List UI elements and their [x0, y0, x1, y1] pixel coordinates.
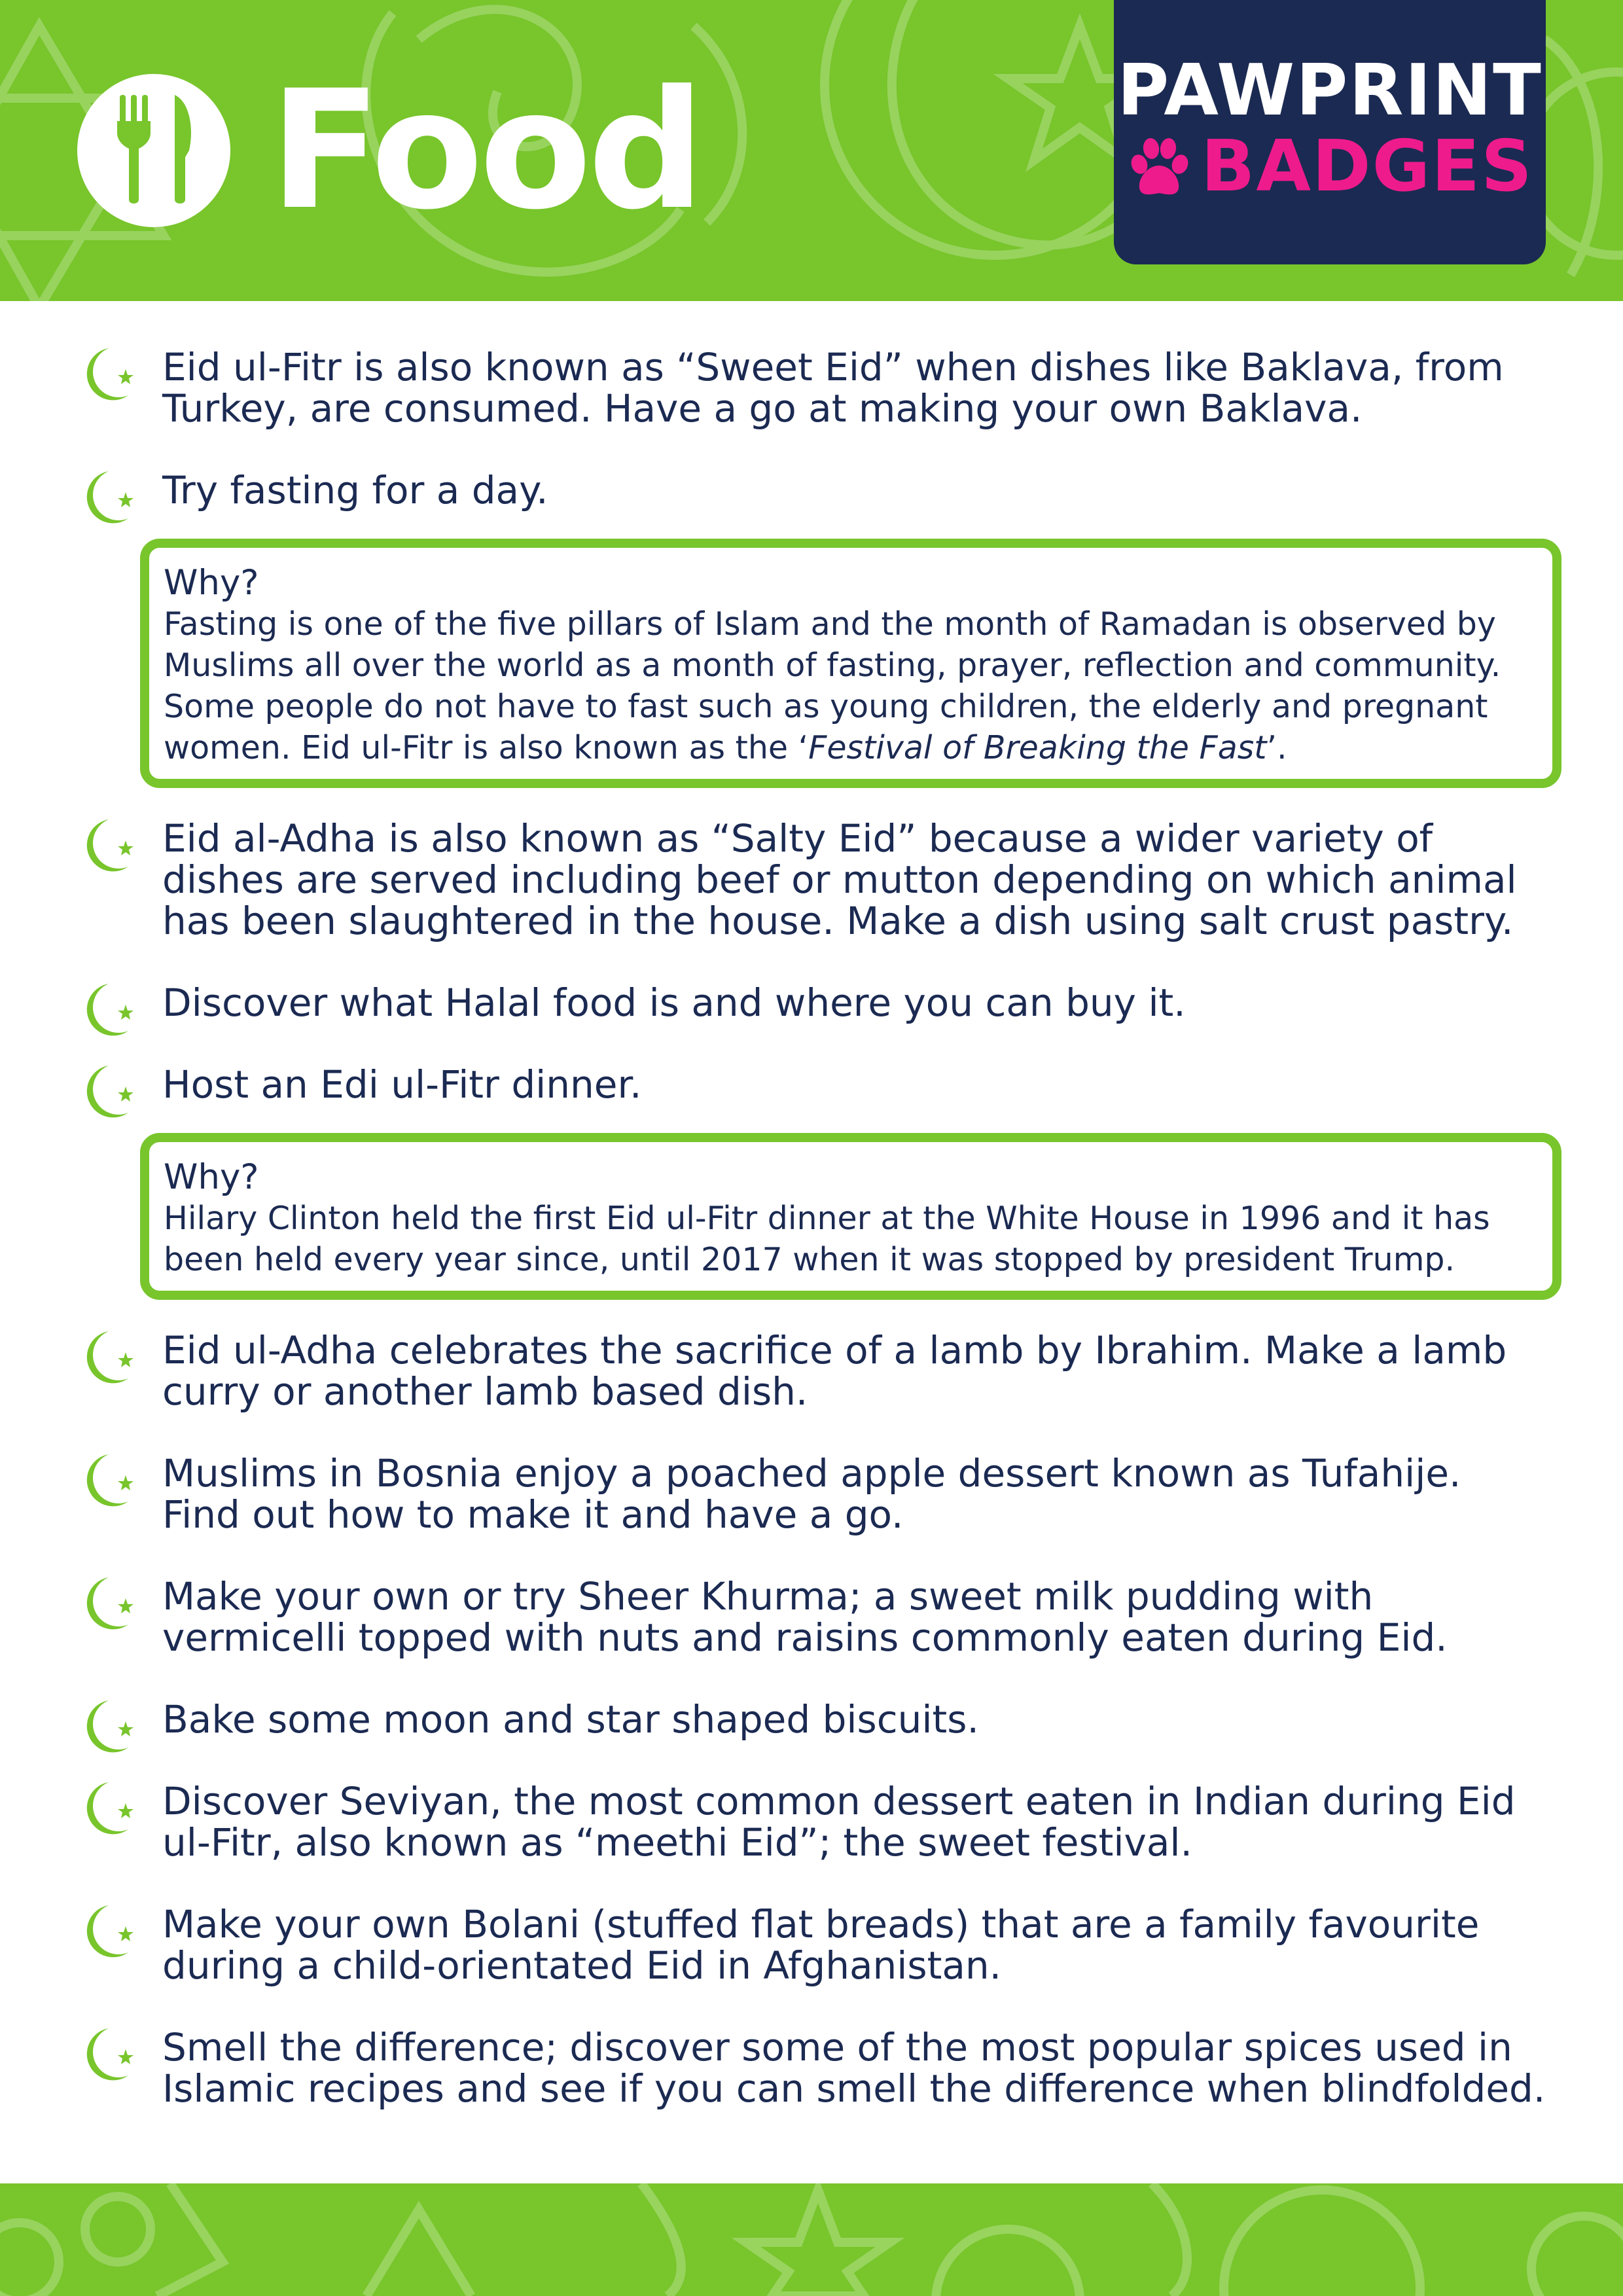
crescent-star-icon: [77, 1327, 140, 1390]
list-item: [77, 1330, 1550, 1412]
item-text: Bake some moon and star shaped biscuits.: [162, 1697, 979, 1742]
why-box: [140, 539, 1561, 788]
item-text: Eid al-Adha is also known as “Salty Eid” because a wider variety of dishes are served including beef or mutton depending on which animal has been slaughtered in the house. Make a dish using salt crust pastry.: [162, 816, 1517, 943]
list-item: [77, 1064, 1550, 1105]
item-text: Eid ul-Adha celebrates the sacrifice of a lamb by Ibrahim. Make a lamb curry or another lamb based dish.: [162, 1328, 1507, 1414]
item-text: Make your own Bolani (stuffed flat breads) that are a family favourite during a child-orientated Eid in Afghanistan.: [162, 1902, 1480, 1988]
item-text: Eid ul-Fitr is also known as “Sweet Eid” when dishes like Baklava, from Turkey, are consumed. Have a go at making your own Baklava.: [162, 345, 1504, 431]
brand-line-1: PAWPRINT: [1117, 50, 1543, 132]
list-item: [77, 1576, 1550, 1659]
list-item: [77, 1904, 1550, 1986]
crescent-star-icon: [77, 1450, 140, 1513]
crescent-star-icon: [77, 344, 140, 407]
list-item: [77, 2027, 1550, 2109]
why-body: Hilary Clinton held the first Eid ul-Fitr dinner at the White House in 1996 and it has been held every year since, until 2017 when it was stopped by president Trump.: [164, 1200, 1490, 1278]
page-heading: [77, 55, 702, 245]
item-text: Discover what Halal food is and where you can buy it.: [162, 980, 1186, 1025]
item-text: Try fasting for a day.: [162, 468, 548, 512]
decorative-pattern: [0, 2183, 1623, 2296]
crescent-star-icon: [77, 1778, 140, 1841]
footer-banner: [0, 2183, 1623, 2296]
list-item: [77, 347, 1550, 429]
paw-icon: [1126, 135, 1192, 198]
item-text: Host an Edi ul-Fitr dinner.: [162, 1062, 642, 1107]
crescent-star-icon: [77, 1696, 140, 1759]
why-box: [140, 1133, 1561, 1300]
crescent-star-icon: [77, 467, 140, 530]
list-item: [77, 470, 1550, 511]
list-item: [77, 1781, 1550, 1863]
brand-line-2: BADGES: [1201, 126, 1533, 207]
page-title: Food: [270, 55, 702, 245]
crescent-star-icon: [77, 1573, 140, 1636]
list-item: [77, 818, 1550, 942]
crescent-star-icon: [77, 2024, 140, 2087]
header-banner: [0, 0, 1623, 301]
list-item: [77, 1699, 1550, 1740]
list-item: [77, 1453, 1550, 1535]
crescent-star-icon: [77, 816, 140, 878]
list-item: [77, 982, 1550, 1024]
crescent-star-icon: [77, 1901, 140, 1964]
why-heading: Why?: [164, 563, 259, 603]
brand-logo: [1114, 0, 1546, 264]
activity-list: [77, 347, 1550, 2150]
crescent-star-icon: [77, 1062, 140, 1124]
why-body: Fasting is one of the five pillars of Islam and the month of Ramadan is observed by Muslims all over the world as a month of fasting, prayer, reflection and community. Some people do not have to fast such as young children, the elderly and pregnant women. Eid ul-Fitr is also known as the ‘Festival of Breaking the Fast’.: [164, 605, 1501, 766]
item-text: Smell the difference; discover some of the most popular spices used in Islamic recipes and see if you can smell the difference when blindfolded.: [162, 2025, 1546, 2111]
crescent-star-icon: [77, 980, 140, 1043]
item-text: Make your own or try Sheer Khurma; a sweet milk pudding with vermicelli topped with nuts and raisins commonly eaten during Eid.: [162, 1574, 1448, 1660]
fork-knife-icon: [77, 74, 230, 227]
item-text: Discover Seviyan, the most common dessert eaten in Indian during Eid ul-Fitr, also known as “meethi Eid”; the sweet festival.: [162, 1779, 1516, 1865]
why-heading: Why?: [164, 1157, 259, 1197]
item-text: Muslims in Bosnia enjoy a poached apple dessert known as Tufahije. Find out how to make it and have a go.: [162, 1451, 1461, 1537]
